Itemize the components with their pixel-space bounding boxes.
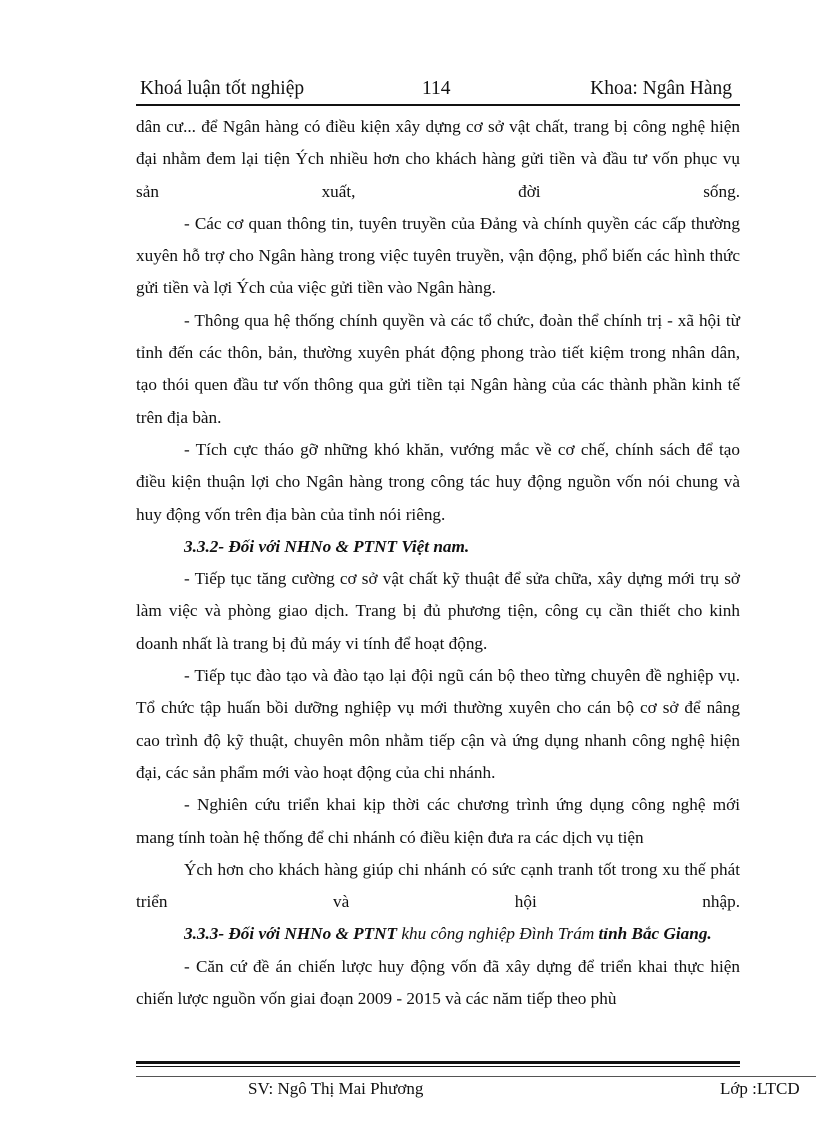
heading-italic-part: khu công nghiệp Đình Trám (397, 924, 599, 944)
footer-rule-thick (136, 1061, 740, 1064)
footer-rule-bottom (136, 1076, 816, 1077)
header-rule (136, 104, 740, 106)
paragraph: - Thông qua hệ thống chính quyền và các tổ chức, đoàn thể chính trị - xã hội từ tỉnh đến các thôn, bản, thường xuyên phát động phong trào tiết kiệm trong nhân dân, tạo thói quen đầu tư vốn thông qua gửi tiền tại Ngân hàng của các thành phần kinh tế trên địa bàn. (136, 310, 740, 427)
paragraph: - Nghiên cứu triển khai kịp thời các chương trình ứng dụng công nghệ mới mang tính toàn hệ thống để chi nhánh có điều kiện đưa ra các dịch vụ tiện (136, 795, 740, 847)
page-body (136, 111, 740, 1015)
class-label: Lớp :LTCD (720, 1079, 800, 1098)
paragraph: - Tiếp tục tăng cường cơ sở vật chất kỹ thuật để sửa chữa, xây dựng mới trụ sở làm việc và phòng giao dịch. Trang bị đủ phương tiện, công cụ cần thiết cho kinh doanh nhất là trang bị đủ máy vi tính để hoạt động. (136, 569, 740, 653)
paragraph: - Tích cực tháo gỡ những khó khăn, vướng mắc về cơ chế, chính sách để tạo điều kiện thuận lợi cho Ngân hàng trong công tác huy động nguồn vốn nói chung và huy động vốn trên địa bàn của tỉnh nói riêng. (136, 439, 740, 524)
paragraph: dân cư... để Ngân hàng có điều kiện xây dựng cơ sở vật chất, trang bị công nghệ hiện đại nhằm đem lại tiện Ých nhiều hơn cho khách hàng gửi tiền và đầu tư vốn phục vụ sản xuất, đời sống. (136, 117, 740, 201)
page-number: 114 (422, 78, 451, 99)
faculty-label: Khoa: Ngân Hàng (590, 78, 732, 99)
page-header (136, 76, 740, 102)
thesis-label: Khoá luận tốt nghiệp (140, 78, 305, 99)
paragraph: Ých hơn cho khách hàng giúp chi nhánh có sức cạnh tranh tốt trong xu thế phát triển và hội nhập. (136, 859, 740, 912)
footer-rule-thin (136, 1066, 740, 1067)
section-heading: 3.3.2- Đối với NHNo & PTNT Việt nam. (184, 536, 470, 556)
paragraph: - Các cơ quan thông tin, tuyên truyền của Đảng và chính quyền các cấp thường xuyên hỗ trợ cho Ngân hàng trong việc tuyên truyền, vận động, phổ biến các hình thức gửi tiền và lợi Ých của việc gửi tiền vào Ngân hàng. (136, 213, 740, 298)
paragraph: - Tiếp tục đào tạo và đào tạo lại đội ngũ cán bộ theo từng chuyên đề nghiệp vụ. Tổ chức tập huấn bồi dưỡng nghiệp vụ mới thường xuyên cho cán bộ cơ sở để nâng cao trình độ kỹ thuật, chuyên môn nhằm tiếp cận và ứng dụng nhanh công nghệ hiện đại, các sản phẩm mới vào hoạt động của chi nhánh. (136, 666, 740, 782)
heading-bold-part-2: tỉnh Bắc Giang. (598, 924, 712, 944)
heading-bold-part: 3.3.3- Đối với NHNo & PTNT (184, 924, 398, 944)
student-name: SV: Ngô Thị Mai Phương (248, 1079, 424, 1098)
section-heading (136, 918, 740, 950)
paragraph: - Căn cứ đề án chiến lược huy động vốn đã xây dựng để triển khai thực hiện chiến lược nguồn vốn giai đoạn 2009 - 2015 và các năm tiếp theo phù (136, 956, 740, 1009)
